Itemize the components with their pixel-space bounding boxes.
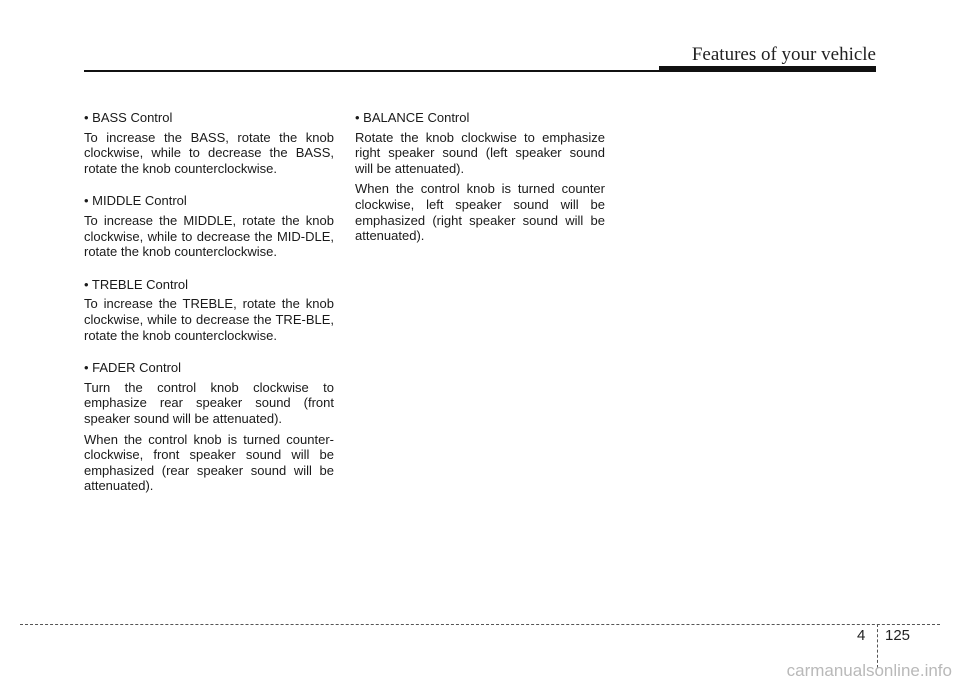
section-bass (84, 110, 334, 176)
watermark: carmanualsonline.info (786, 661, 952, 680)
section-paragraph: Rotate the knob clockwise to emphasize right speaker sound (left speaker sound will be attenuated). (355, 129, 605, 176)
section-heading: • BASS Control (84, 110, 173, 125)
header-rule-accent (659, 66, 876, 72)
right-column (355, 110, 605, 261)
section-heading: • TREBLE Control (84, 276, 189, 292)
section-paragraph: Turn the control knob clockwise to emphasize rear speaker sound (front speaker sound will be attenuated). (84, 379, 334, 426)
page-number: 125 (885, 627, 911, 644)
section-heading: • BALANCE Control (355, 110, 470, 125)
section-paragraph: To increase the TREBLE, rotate the knob clockwise, while to decrease the TRE-BLE, rotate the knob counterclockwise. (84, 296, 334, 343)
footer-rule (20, 624, 940, 625)
section-balance (355, 110, 605, 244)
section-heading: • MIDDLE Control (84, 193, 187, 209)
section-paragraph: When the control knob is turned counter-clockwise, front speaker sound will be emphasized (rear speaker sound will be attenuated). (84, 431, 334, 494)
section-paragraph: When the control knob is turned counter clockwise, left speaker sound will be emphasized (right speaker sound will be attenuated). (355, 181, 605, 244)
chapter-number: 4 (857, 627, 866, 644)
page-header-title: Features of your vehicle (691, 44, 876, 65)
left-column (84, 110, 334, 511)
section-fader (84, 360, 334, 494)
section-paragraph: To increase the MIDDLE, rotate the knob clockwise, while to decrease the MID-DLE, rotate the knob counterclockwise. (84, 212, 334, 260)
section-middle (84, 193, 334, 259)
section-treble (84, 277, 334, 343)
section-heading: • FADER Control (84, 360, 182, 376)
section-paragraph: To increase the BASS, rotate the knob clockwise, while to decrease the BASS, rotate the knob counterclockwise. (84, 129, 334, 176)
